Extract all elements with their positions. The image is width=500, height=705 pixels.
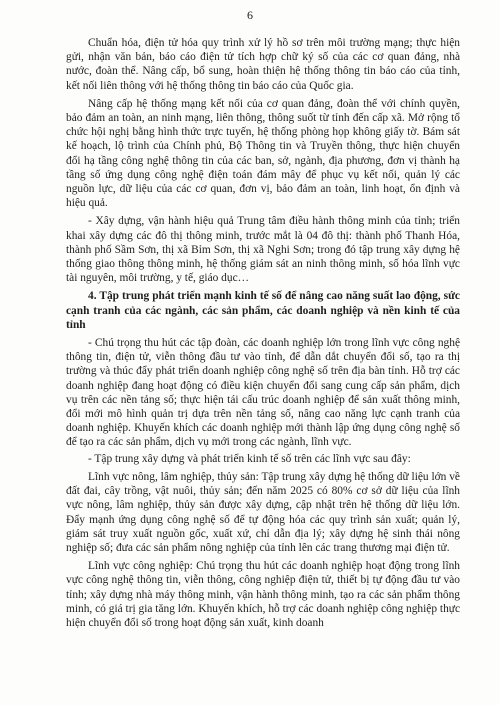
page-body — [66, 36, 460, 632]
paragraph-smart-city: - Xây dựng, vận hành hiệu quả Trung tâm điều hành thông minh của tỉnh; triển khai xây dựng các đô thị thông minh, trước mắt là 04 đô thị: thành phố Thanh Hóa, thành phố Sầm Sơn, thị xã Bỉm Sơn, thị xã Nghi Sơn; trong đó tập trung xây dựng hệ thống giao thông thông minh, hệ thống giám sát an ninh thông minh, số hóa lĩnh vực tài nguyên, môi trường, y tế, giáo dục… — [66, 215, 460, 285]
paragraph-focus-fields: - Tập trung xây dựng và phát triển kinh tế số trên các lĩnh vực sau đây: — [88, 452, 411, 465]
section-heading-digital-economy: 4. Tập trung phát triển mạnh kinh tế số để nâng cao năng suất lao động, sức cạnh tranh của các ngành, các sản phẩm, các doanh nghiệp và nền kinh tế của tỉnh — [66, 290, 460, 331]
paragraph-digitization: Chuẩn hóa, điện tử hóa quy trình xử lý hồ sơ trên môi trường mạng; thực hiện gửi, nhận văn bản, báo cáo điện tử tích hợp chữ ký số của các cơ quan đảng, nhà nước, đoàn thể. Nâng cấp, bổ sung, hoàn thiện hệ thống thông tin báo cáo của tỉnh, kết nối liên thông với hệ thống thông tin báo cáo của Quốc gia. — [66, 37, 460, 92]
paragraph-attract-enterprises: - Chú trọng thu hút các tập đoàn, các doanh nghiệp lớn trong lĩnh vực công nghệ thông tin, điện tử, viễn thông đầu tư vào tỉnh, để dẫn dắt chuyển đổi số, tạo ra thị trường và thúc đẩy phát triển doanh nghiệp công nghệ số trên địa bàn tỉnh. Hỗ trợ các doanh nghiệp đang hoạt động có điều kiện chuyển đổi sang cung cấp sản phẩm, dịch vụ trên các nền tảng số; thực hiện tái cấu trúc doanh nghiệp để sản xuất thông minh, đổi mới mô hình quản trị dựa trên nền tảng số, nâng cao năng lực cạnh tranh của doanh nghiệp. Khuyến khích các doanh nghiệp mới thành lập ứng dụng công nghệ số để tạo ra các sản phẩm, dịch vụ mới trong các ngành, lĩnh vực. — [66, 337, 460, 449]
paragraph-agriculture: Lĩnh vực nông, lâm nghiệp, thủy sản: Tập trung xây dựng hệ thống dữ liệu lớn về đất đai, cây trồng, vật nuôi, thủy sản; đến năm 2025 có 80% cơ sở dữ liệu của lĩnh vực nông, lâm nghiệp, thủy sản được xây dựng, cập nhật trên hệ thống dữ liệu lớn. Đẩy mạnh ứng dụng công nghệ số để tự động hóa các quy trình sản xuất; quản lý, giám sát truy xuất nguồn gốc, xuất xứ, chỉ dẫn địa lý; xây dựng hệ sinh thái nông nghiệp số; đưa các sản phẩm nông nghiệp của tỉnh lên các trang thương mại điện tử. — [66, 470, 460, 554]
paragraph-industry: Lĩnh vực công nghiệp: Chú trọng thu hút các doanh nghiệp hoạt động trong lĩnh vực công nghệ thông tin, viễn thông, công nghiệp điện tử, thiết bị tự động đầu tư vào tỉnh; xây dựng nhà máy thông minh, vận hành thông minh, tạo ra các sản phẩm thông minh, có giá trị gia tăng lớn. Khuyến khích, hỗ trợ các doanh nghiệp công nghiệp thực hiện chuyển đổi số trong hoạt động sản xuất, kinh doanh — [66, 560, 460, 629]
page-number: 6 — [247, 8, 253, 22]
paragraph-network-upgrade: Nâng cấp hệ thống mạng kết nối của cơ quan đảng, đoàn thể với chính quyền, bảo đảm an toàn, an ninh mạng, liên thông, thông suốt từ tỉnh đến cấp xã. Mở rộng tổ chức hội nghị bằng hình thức trực tuyến, hệ thống phòng họp không giấy tờ. Bám sát kế hoạch, lộ trình của Chính phủ, Bộ Thông tin và Truyền thông, thực hiện chuyển đổi hạ tầng công nghệ thông tin của các ban, sở, ngành, địa phương, đơn vị thành hạ tầng số ứng dụng công nghệ điện toán đám mây để phục vụ kết nối, quản lý các nguồn lực, dữ liệu của các cơ quan, đơn vị, bảo đảm an toàn, linh hoạt, ổn định và hiệu quả. — [66, 97, 460, 210]
